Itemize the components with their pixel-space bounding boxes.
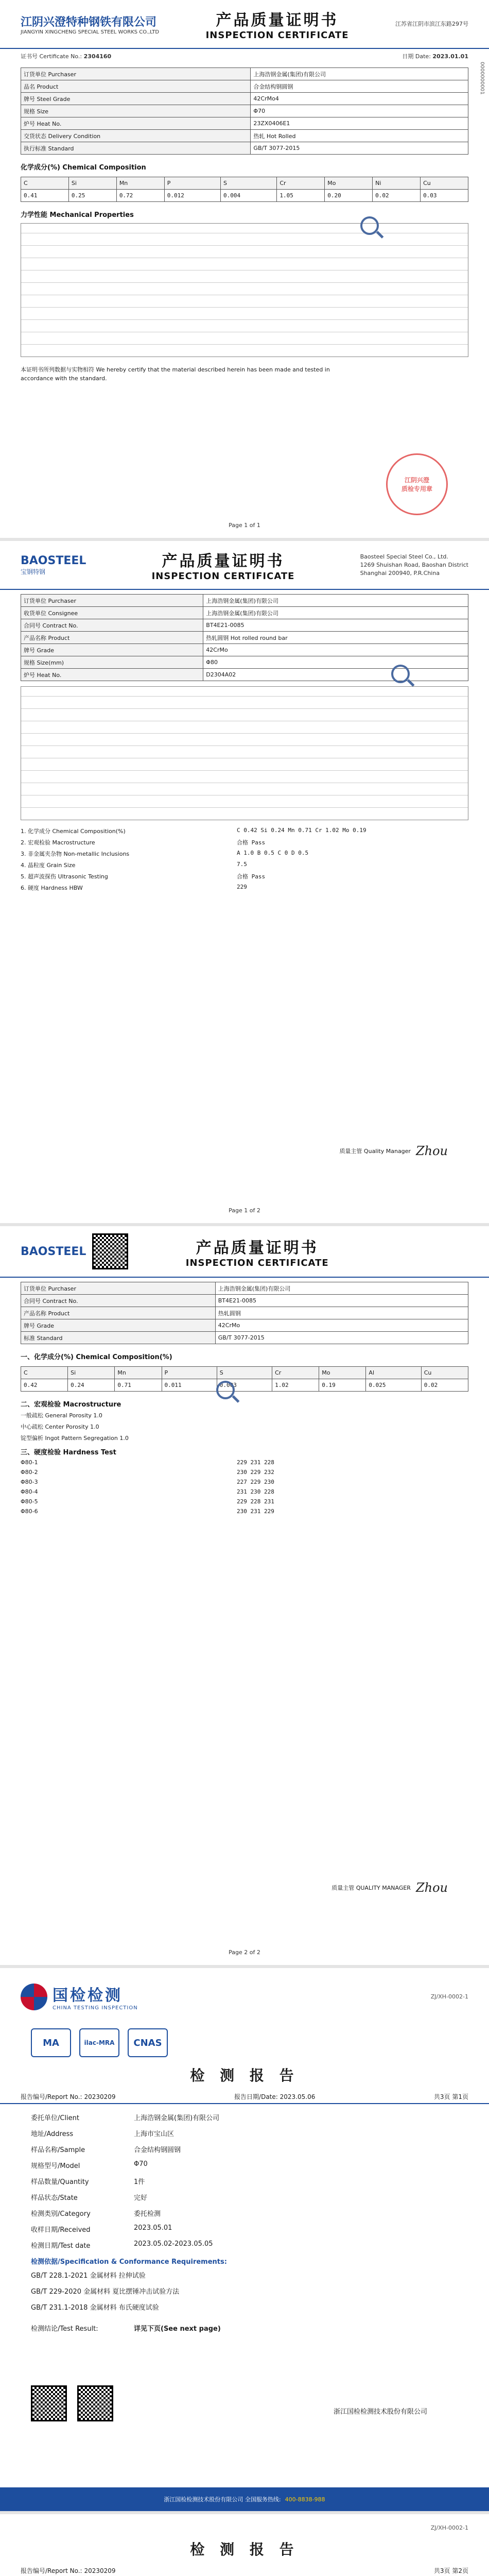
certificate-page-1 xyxy=(0,0,489,541)
result-row xyxy=(0,2320,489,2336)
qr-code-icon xyxy=(77,2385,113,2421)
report-page-2 xyxy=(0,2514,489,2576)
accreditation-badges xyxy=(0,2016,489,2057)
table-row xyxy=(21,1319,468,1332)
chem-element: Mn xyxy=(115,1367,162,1379)
certificate-meta xyxy=(0,49,489,63)
cert-date: 2023.01.01 xyxy=(432,53,468,60)
page-number: Page 1 of 2 xyxy=(229,1207,260,1214)
sign-label: 质量主管 QUALITY MANAGER xyxy=(331,1885,411,1891)
report-no: 20230209 xyxy=(84,2093,116,2100)
table-row xyxy=(21,1307,468,1319)
field-value: BT4E21-0085 xyxy=(215,1295,468,1307)
report-date: 2023.05.06 xyxy=(280,2093,316,2100)
report-meta xyxy=(0,2090,489,2104)
chem-element: Mo xyxy=(319,1367,366,1379)
chem-value: 0.02 xyxy=(373,190,421,202)
mech-section-title: 力学性能 Mechanical Properties xyxy=(21,211,134,219)
page-number: Page 1 of 1 xyxy=(229,522,260,529)
hardness-row xyxy=(0,1497,489,1506)
form-code: ZJ/XH-0002-1 xyxy=(430,2524,468,2531)
hardness-sample: Φ80-3 xyxy=(21,1479,38,1485)
hardness-sample: Φ80-4 xyxy=(21,1488,38,1495)
test-item-label: 1. 化学成分 Chemical Composition(%) xyxy=(21,828,126,835)
chem-element: S xyxy=(217,1367,272,1379)
chem-value: 0.71 xyxy=(115,1379,162,1392)
report-field xyxy=(0,2109,489,2125)
table-row xyxy=(21,1282,468,1295)
report-field xyxy=(0,2173,489,2189)
field-label: 品名 Product xyxy=(21,80,251,93)
field-value: 42CrMo xyxy=(215,1319,468,1332)
report-field xyxy=(0,2205,489,2221)
table-row xyxy=(21,1295,468,1307)
ma-badge-icon: MA xyxy=(31,2028,71,2057)
cti-logo-sub: CHINA TESTING INSPECTION xyxy=(53,2005,138,2011)
certificate-title-en: INSPECTION CERTIFICATE xyxy=(205,30,349,41)
field-label: 执行标准 Standard xyxy=(21,142,251,155)
test-item-label: 5. 超声波探伤 Ultrasonic Testing xyxy=(21,873,108,880)
product-info-table xyxy=(21,1282,468,1344)
chem-element: Al xyxy=(366,1367,421,1379)
report-field-label: 检测日期/Test date xyxy=(31,2242,91,2250)
report-field-value: 2023.05.01 xyxy=(134,2224,172,2232)
cti-logo-name: 国检检测 xyxy=(53,1987,123,2005)
result-value: 详见下页(See next page) xyxy=(134,2325,221,2333)
magnifier-icon xyxy=(216,1381,235,1399)
report-field-label: 样品名称/Sample xyxy=(31,2146,85,2154)
report-field xyxy=(0,2237,489,2253)
chem-value: 0.025 xyxy=(366,1379,421,1392)
field-label: 收货单位 Consignee xyxy=(21,607,203,619)
field-value: 42CrMo4 xyxy=(251,93,468,105)
test-item xyxy=(0,859,489,871)
company-name-cn: 江阴兴澄特种钢铁有限公司 xyxy=(21,15,157,29)
test-item xyxy=(0,848,489,859)
certificate-title-cn: 产品质量证明书 xyxy=(196,1239,319,1257)
field-value: 热轧 Hot Rolled xyxy=(251,130,468,142)
report-field-value: Φ70 xyxy=(134,2160,148,2168)
company-stamp: 江阴兴澄 质检专用章 xyxy=(386,453,448,515)
report-no: 20230209 xyxy=(84,2567,116,2574)
cert-no-label: 证书号 Certificate No.: xyxy=(21,53,82,60)
hardness-rows xyxy=(0,1458,489,1516)
chem-value: 0.02 xyxy=(421,1379,468,1392)
report-field-label: 地址/Address xyxy=(31,2130,74,2138)
basis-item: GB/T 228.1-2021 金属材料 拉伸试验 xyxy=(31,2272,146,2280)
handwritten-signature: Zhou xyxy=(415,1144,448,1158)
chem-element: P xyxy=(164,177,220,190)
report-field-label: 检测类别/Category xyxy=(31,2210,91,2218)
field-value: 上海浩钢金属(集团)有限公司 xyxy=(203,607,468,619)
test-item xyxy=(0,871,489,882)
magnifier-icon xyxy=(391,665,410,683)
field-label: 标准 Standard xyxy=(21,1332,216,1344)
baosteel-name-cn: 宝钢特钢 xyxy=(21,568,46,575)
field-value: 热轧圆钢 Hot rolled round bar xyxy=(203,632,468,644)
address-line-2: Shanghai 200940, P.R.China xyxy=(360,569,440,577)
field-label: 合同号 Contract No. xyxy=(21,619,203,632)
page-label: 共3页 第2页 xyxy=(433,2567,468,2574)
report-field-label: 规格型号/Model xyxy=(31,2162,80,2170)
report-page-1 xyxy=(0,1968,489,2514)
baosteel-logo: BAOSTEEL xyxy=(21,1245,86,1258)
hardness-row xyxy=(0,1487,489,1497)
test-item-value: 合格 Pass xyxy=(237,873,266,880)
chem-value: 0.012 xyxy=(164,190,220,202)
field-value: D2304A02 xyxy=(203,669,468,681)
company-name-en: JIANGYIN XINGCHENG SPECIAL STEEL WORKS CO.,LTD xyxy=(21,29,160,35)
hardness-sample: Φ80-6 xyxy=(21,1508,38,1515)
field-value: Φ80 xyxy=(203,656,468,669)
report-no-label: 报告编号/Report No.: xyxy=(21,2567,82,2574)
field-label: 规格 Size(mm) xyxy=(21,656,203,669)
test-item-label: 2. 宏观检验 Macrostructure xyxy=(21,839,95,846)
field-label: 牌号 Grade xyxy=(21,644,203,656)
footer-phone: 400-8838-988 xyxy=(285,2496,325,2503)
test-results-grid xyxy=(21,686,468,820)
cti-header xyxy=(0,1968,489,2016)
baosteel-header xyxy=(0,1226,489,1278)
report-field-value: 完好 xyxy=(134,2194,148,2202)
basis-title: 检测依据/Specification & Conformance Requirements: xyxy=(31,2258,227,2266)
signature-area xyxy=(331,1880,448,1895)
table-row xyxy=(21,93,468,105)
signature-area xyxy=(386,453,448,515)
baosteel-logo: BAOSTEEL xyxy=(21,554,86,567)
chem-value: 0.20 xyxy=(325,190,373,202)
test-item-value: A 1.0 B 0.5 C 0 D 0.5 xyxy=(237,850,309,856)
certificate-title-cn: 产品质量证明书 xyxy=(216,11,339,29)
table-row xyxy=(21,80,468,93)
table-row xyxy=(21,105,468,117)
qr-code-icon xyxy=(31,2385,67,2421)
field-value: 23ZX0406E1 xyxy=(251,117,468,130)
certificate-header xyxy=(0,0,489,49)
certificate-title-cn: 产品质量证明书 xyxy=(162,552,285,570)
report-fields xyxy=(0,2109,489,2253)
macro-item: 中心疏松 Center Porosity 1.0 xyxy=(21,1423,99,1430)
report-no-label: 报告编号/Report No.: xyxy=(21,2093,82,2100)
hardness-row xyxy=(0,1467,489,1477)
field-value: 上海浩钢金属(集团)有限公司 xyxy=(215,1282,468,1295)
chem-element: Cu xyxy=(421,1367,468,1379)
test-item-value: C 0.42 Si 0.24 Mn 0.71 Cr 1.02 Mo 0.19 xyxy=(237,827,366,834)
table-row xyxy=(21,607,468,619)
chem-value: 0.03 xyxy=(421,190,468,202)
field-value: BT4E21-0085 xyxy=(203,619,468,632)
table-row xyxy=(21,142,468,155)
mech-properties-grid xyxy=(21,223,468,357)
report-field-label: 收样日期/Received xyxy=(31,2226,91,2234)
footer-text: 浙江国检检测技术股份有限公司 全国服务热线: xyxy=(164,2496,281,2503)
side-code: 0000000001 xyxy=(479,62,485,95)
chem-element: Si xyxy=(68,1367,115,1379)
chem-table xyxy=(21,1366,468,1392)
footer-band xyxy=(0,2487,489,2511)
baosteel-header xyxy=(0,541,489,590)
chem-value: 1.02 xyxy=(272,1379,319,1392)
report-field-label: 样品数量/Quantity xyxy=(31,2178,89,2186)
report-field-value: 委托检测 xyxy=(134,2210,161,2218)
date-label: 日期 Date: xyxy=(402,53,431,60)
chem-value: 0.011 xyxy=(162,1379,217,1392)
report-field xyxy=(0,2141,489,2157)
report-title: 检 测 报 告 xyxy=(190,2067,299,2084)
product-info-table xyxy=(21,67,468,155)
chem-value: 0.41 xyxy=(21,190,69,202)
chem-element: P xyxy=(162,1367,217,1379)
field-label: 产品名称 Product xyxy=(21,632,203,644)
address-company: Baosteel Special Steel Co., Ltd. xyxy=(360,553,448,560)
chem-value: 0.42 xyxy=(21,1379,68,1392)
ilac-badge-icon: ilac-MRA xyxy=(79,2028,119,2057)
chem-value: 0.24 xyxy=(68,1379,115,1392)
chem-element: S xyxy=(221,177,277,190)
field-label: 订货单位 Purchaser xyxy=(21,1282,216,1295)
certificate-page-2 xyxy=(0,541,489,1226)
table-row xyxy=(21,632,468,644)
chem-value: 0.19 xyxy=(319,1379,366,1392)
hardness-row xyxy=(0,1477,489,1487)
field-label: 交货状态 Delivery Condition xyxy=(21,130,251,142)
macro-item: 一般疏松 General Porosity 1.0 xyxy=(21,1412,102,1419)
field-label: 炉号 Heat No. xyxy=(21,669,203,681)
table-row xyxy=(21,644,468,656)
hardness-sample: Φ80-1 xyxy=(21,1459,38,1466)
field-label: 产品名称 Product xyxy=(21,1307,216,1319)
result-label: 检测结论/Test Result: xyxy=(31,2325,98,2333)
page-label: 共3页 第1页 xyxy=(433,2093,468,2100)
field-value: 上海浩钢金属(集团)有限公司 xyxy=(251,68,468,80)
form-code: ZJ/XH-0002-1 xyxy=(430,1993,468,2000)
hardness-row xyxy=(0,1458,489,1467)
hardness-values: 229 228 231 xyxy=(237,1498,274,1505)
hardness-values: 230 231 229 xyxy=(237,1508,274,1515)
field-value: GB/T 3077-2015 xyxy=(251,142,468,155)
chem-element: Cr xyxy=(272,1367,319,1379)
hardness-sample: Φ80-2 xyxy=(21,1469,38,1476)
test-item-label: 6. 硬度 Hardness HBW xyxy=(21,885,83,891)
report-field xyxy=(0,2125,489,2141)
chem-value: 0.003 xyxy=(217,1379,272,1392)
report-field-value: 上海市宝山区 xyxy=(134,2130,174,2138)
table-row xyxy=(21,68,468,80)
test-item xyxy=(0,882,489,893)
field-label: 牌号 Steel Grade xyxy=(21,93,251,105)
macro-items xyxy=(0,1410,489,1444)
hardness-values: 230 229 232 xyxy=(237,1469,274,1476)
certificate-page-3 xyxy=(0,1226,489,1968)
certificate-title-en: INSPECTION CERTIFICATE xyxy=(151,571,295,582)
certificate-notes: 本证明书所列数据与实物相符 We hereby certify that the material described herein has been made and tested in accordance with the standard. xyxy=(21,366,330,382)
company-footer-name: 浙江国检检测技术股份有限公司 xyxy=(333,2408,427,2416)
test-item-label: 3. 非金属夹杂物 Non-metallic Inclusions xyxy=(21,851,130,857)
basis-item: GB/T 229-2020 金属材料 夏比摆锤冲击试验方法 xyxy=(31,2288,180,2296)
field-value: 42CrMo xyxy=(203,644,468,656)
table-row xyxy=(21,117,468,130)
report-meta xyxy=(0,2564,489,2576)
chem-value: 0.25 xyxy=(68,190,116,202)
chem-element: Ni xyxy=(373,177,421,190)
report-field-label: 样品状态/State xyxy=(31,2194,78,2202)
test-item-value: 7.5 xyxy=(237,861,247,868)
hardness-row xyxy=(0,1506,489,1516)
hardness-values: 231 230 228 xyxy=(237,1488,274,1495)
test-item-label: 4. 晶粒度 Grain Size xyxy=(21,862,76,869)
field-value: 上海浩钢金属(集团)有限公司 xyxy=(203,595,468,607)
basis-item: GB/T 231.1-2018 金属材料 布氏硬度试验 xyxy=(31,2304,159,2312)
test-item-list xyxy=(0,825,489,893)
test-item xyxy=(0,825,489,837)
field-label: 合同号 Contract No. xyxy=(21,1295,216,1307)
hardness-values: 229 231 228 xyxy=(237,1459,274,1466)
report-field-label: 委托单位/Client xyxy=(31,2114,80,2122)
field-value: Φ70 xyxy=(251,105,468,117)
qr-codes xyxy=(31,2385,113,2421)
field-label: 炉号 Heat No. xyxy=(21,117,251,130)
cti-logo-icon xyxy=(21,1984,47,2010)
field-label: 订货单位 Purchaser xyxy=(21,595,203,607)
field-label: 规格 Size xyxy=(21,105,251,117)
table-row xyxy=(21,1332,468,1344)
hardness-sample: Φ80-5 xyxy=(21,1498,38,1505)
table-row xyxy=(21,595,468,607)
chem-section-title: 化学成分(%) Chemical Composition xyxy=(21,164,146,172)
sign-label: 质量主管 Quality Manager xyxy=(339,1148,411,1155)
chem-element: Cu xyxy=(421,177,468,190)
field-value: 合金结构钢圆钢 xyxy=(251,80,468,93)
table-row xyxy=(21,130,468,142)
macro-item: 锭型偏析 Ingot Pattern Segregation 1.0 xyxy=(21,1435,129,1442)
hardness-values: 227 229 230 xyxy=(237,1479,274,1485)
chem-element: C xyxy=(21,1367,68,1379)
test-item xyxy=(0,837,489,848)
report-title: 检 测 报 告 xyxy=(190,2541,299,2558)
field-value: 热轧圆钢 xyxy=(215,1307,468,1319)
magnifier-icon xyxy=(360,216,379,235)
report-field-value: 1件 xyxy=(134,2178,145,2186)
field-label: 订货单位 Purchaser xyxy=(21,68,251,80)
report-field-value: 合金结构钢圆钢 xyxy=(134,2146,181,2154)
report-field-value: 上海浩钢金属(集团)有限公司 xyxy=(134,2114,220,2122)
certificate-title-en: INSPECTION CERTIFICATE xyxy=(185,1257,329,1268)
baosteel-address xyxy=(360,553,468,578)
chem-table xyxy=(21,177,468,202)
signature-area xyxy=(339,1144,448,1158)
report-field-value: 2023.05.02-2023.05.05 xyxy=(134,2240,213,2248)
chem-element: Si xyxy=(68,177,116,190)
cti-logo xyxy=(21,1982,138,2011)
qr-code-icon xyxy=(92,1233,128,1269)
macro-section-title: 二、宏观检验 Macrostructure xyxy=(21,1401,121,1409)
table-row xyxy=(21,619,468,632)
field-value: GB/T 3077-2015 xyxy=(215,1332,468,1344)
report-field xyxy=(0,2221,489,2237)
report-field xyxy=(0,2157,489,2173)
chem-element: Cr xyxy=(277,177,325,190)
test-item-value: 229 xyxy=(237,884,247,890)
hardness-section-title: 三、硬度检验 Hardness Test xyxy=(21,1449,116,1456)
chem-value: 0.004 xyxy=(221,190,277,202)
chem-element: C xyxy=(21,177,69,190)
chem-element: Mo xyxy=(325,177,373,190)
cert-no: 2304160 xyxy=(83,53,112,60)
page-number: Page 2 of 2 xyxy=(229,1949,260,1956)
handwritten-signature: Zhou xyxy=(415,1880,448,1895)
chem-section-title: 一、化学成分(%) Chemical Composition(%) xyxy=(21,1353,172,1361)
company-address: 江苏省江阴市滨江东路297号 xyxy=(395,20,468,27)
test-item-value: 合格 Pass xyxy=(237,839,266,846)
address-line-1: 1269 Shuishan Road, Baoshan District xyxy=(360,561,468,568)
chem-value: 0.72 xyxy=(116,190,164,202)
report-date-label: 报告日期/Date: xyxy=(234,2093,278,2100)
basis-list xyxy=(0,2267,489,2315)
field-label: 牌号 Grade xyxy=(21,1319,216,1332)
chem-element: Mn xyxy=(116,177,164,190)
report-field xyxy=(0,2189,489,2205)
cnas-badge-icon: CNAS xyxy=(128,2028,168,2057)
chem-value: 1.05 xyxy=(277,190,325,202)
